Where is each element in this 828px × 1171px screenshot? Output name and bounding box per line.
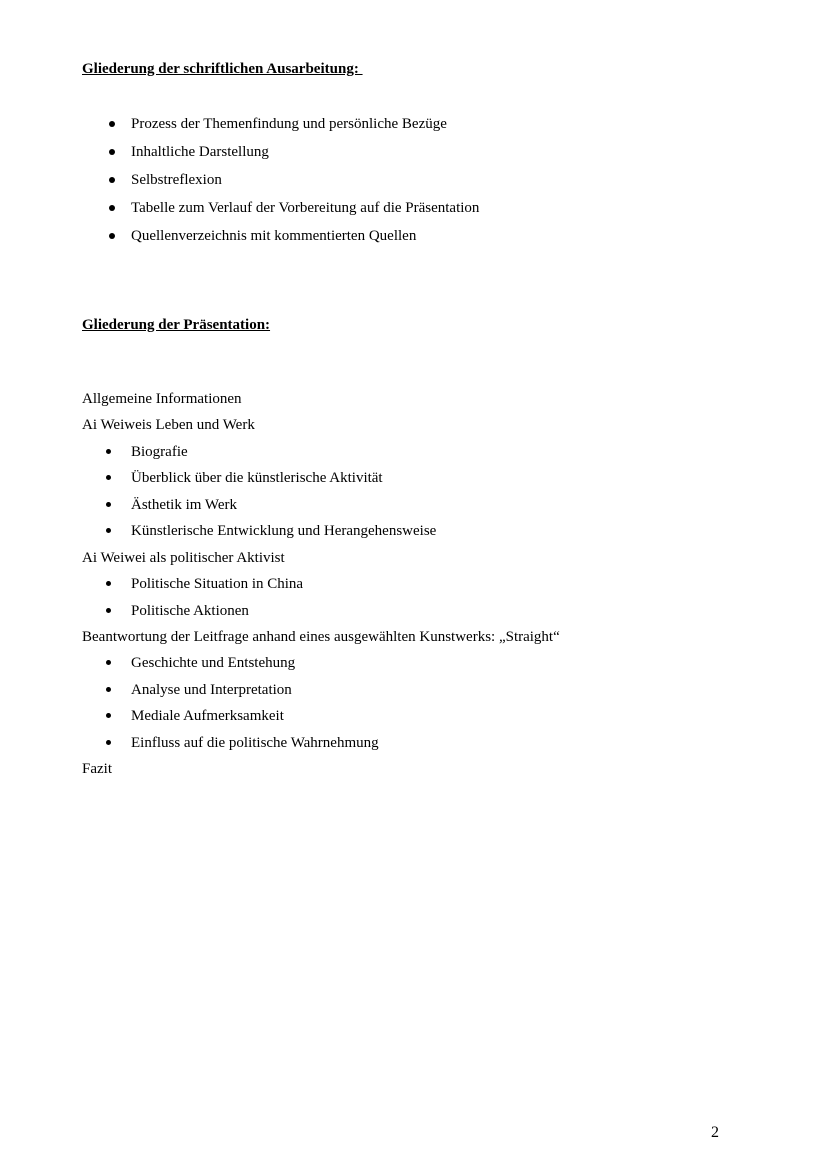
bullet-icon xyxy=(109,233,115,239)
list-item-text: Analyse und Interpretation xyxy=(131,681,292,698)
outline-part-list xyxy=(82,656,560,762)
outline-part-title: Ai Weiwei als politischer Aktivist xyxy=(82,549,285,566)
list-item-text: Quellenverzeichnis mit kommentierten Quellen xyxy=(131,228,417,244)
list-item xyxy=(82,117,479,145)
bullet-icon xyxy=(106,660,111,665)
bullet-icon xyxy=(109,177,115,183)
bullet-icon xyxy=(106,475,111,480)
bullet-icon xyxy=(106,687,111,692)
list-item-text: Überblick über die künstlerische Aktivität xyxy=(131,470,383,487)
bullet-icon xyxy=(109,205,115,211)
page-number: 2 xyxy=(711,1124,719,1141)
outline-part-title: Beantwortung der Leitfrage anhand eines ausgewählten Kunstwerks: „Straight“ xyxy=(82,628,560,645)
section-heading-written-work: Gliederung der schriftlichen Ausarbeitung: xyxy=(82,61,363,77)
list-item xyxy=(82,229,479,257)
outline-conclusion: Fazit xyxy=(82,761,112,778)
bullet-icon xyxy=(106,608,111,613)
list-item xyxy=(82,445,560,471)
list-item-text: Ästhetik im Werk xyxy=(131,496,238,513)
bullet-icon xyxy=(109,121,115,127)
outline-part-title: Ai Weiweis Leben und Werk xyxy=(82,417,255,434)
list-item xyxy=(82,656,560,682)
list-item xyxy=(82,524,560,550)
outline-part-list xyxy=(82,577,560,630)
list-item-text: Politische Situation in China xyxy=(131,576,304,593)
list-item-text: Politische Aktionen xyxy=(131,602,249,619)
list-item-text: Tabelle zum Verlauf der Vorbereitung auf die Präsentation xyxy=(131,200,480,216)
list-item xyxy=(82,604,560,630)
bullet-icon xyxy=(106,713,111,718)
bullet-icon xyxy=(106,502,111,507)
outline-intro: Allgemeine Informationen xyxy=(82,391,242,407)
bullet-icon xyxy=(106,581,111,586)
outline-part-list xyxy=(82,445,560,551)
list-item xyxy=(82,173,479,201)
bullet-icon xyxy=(106,528,111,533)
list-item-text: Künstlerische Entwicklung und Herangehensweise xyxy=(131,523,437,540)
list-item xyxy=(82,736,560,762)
list-item xyxy=(82,577,560,603)
list-item xyxy=(82,201,479,229)
list-item-text: Geschichte und Entstehung xyxy=(131,655,296,672)
list-item-text: Mediale Aufmerksamkeit xyxy=(131,708,284,725)
list-item-text: Einfluss auf die politische Wahrnehmung xyxy=(131,734,379,751)
presentation-outline xyxy=(82,392,560,789)
list-item xyxy=(82,498,560,524)
list-item xyxy=(82,683,560,709)
bullet-icon xyxy=(109,149,115,155)
list-item xyxy=(82,709,560,735)
bullet-icon xyxy=(106,740,111,745)
list-item-text: Biografie xyxy=(131,443,188,460)
written-work-outline-list xyxy=(82,117,479,257)
list-item-text: Inhaltliche Darstellung xyxy=(131,144,269,160)
list-item-text: Prozess der Themenfindung und persönliche Bezüge xyxy=(131,116,447,132)
bullet-icon xyxy=(106,449,111,454)
list-item-text: Selbstreflexion xyxy=(131,172,222,188)
section-heading-presentation: Gliederung der Präsentation: xyxy=(82,317,271,333)
list-item xyxy=(82,145,479,173)
list-item xyxy=(82,471,560,497)
